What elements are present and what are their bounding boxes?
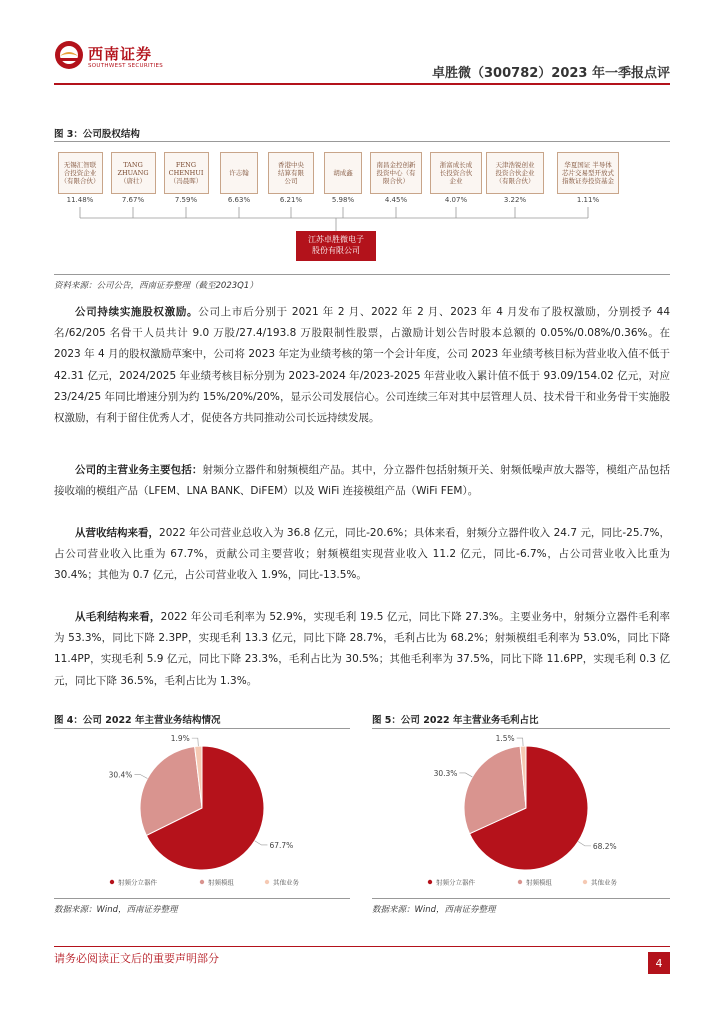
figure-3-top-rule xyxy=(54,141,670,142)
shareholder-box: FENG CHENHUI （冯晨晖） xyxy=(164,152,209,194)
pie-leader-line xyxy=(459,773,472,777)
paragraph-revenue-structure: 从营收结构来看，2022 年公司营业总收入为 36.8 亿元，同比-20.6%；具体来看，射频分立器件收入 24.7 元，同比-25.7%，占公司营业收入比重为 67.7%，贡献公司主要营收；射频模组实现营业收入 11.2 亿元，同比-6.7%，占公司营业收入比重为 30.4%；其他为 0.7 亿元，占公司营业收入 1.9%，同比-13.5%。 xyxy=(54,527,670,582)
paragraph-gross-profit-structure: 从毛利结构来看，2022 年公司毛利率为 52.9%，实现毛利 19.5 亿元，同比下降 27.3%。主要业务中，射频分立器件毛利率为 53.3%，同比下降 2.3PP，实现毛利 13.3 亿元，同比下降 28.7%，毛利占比为 68.2%；射频模组毛利率为 53.0%，同比下降 11.4PP，实现毛利 5.9 亿元，同比下降 23.3%，毛利占比为 30.5%；其他毛利率为 37.5%，同比下降 11.6PP，实现毛利 0.3 亿元，同比下降 36.5%，毛利占比为 1.3%。 xyxy=(54,611,671,687)
pie-leader-line xyxy=(255,841,268,845)
figure-4-bottom-rule xyxy=(54,898,350,899)
logo-subtext: SOUTHWEST SECURITIES xyxy=(88,63,164,69)
shareholder-box: 许志翰 xyxy=(220,152,258,194)
shareholder-percentage: 3.22% xyxy=(503,196,527,204)
shareholder-percentage: 7.59% xyxy=(174,196,198,204)
page-header xyxy=(54,40,670,88)
legend-swatch xyxy=(265,880,269,884)
pie-leader-line xyxy=(517,738,523,746)
footer-disclaimer: 请务必阅读正文后的重要声明部分 xyxy=(54,952,219,965)
legend-swatch xyxy=(583,880,587,884)
figure-4-title: 图 4：公司 2022 年主营业务结构情况 xyxy=(54,715,221,726)
shareholder-percentage: 5.98% xyxy=(331,196,355,204)
legend-swatch xyxy=(200,880,204,884)
figure-5-title: 图 5：公司 2022 年主营业务毛利占比 xyxy=(372,715,539,726)
footer-divider xyxy=(54,946,670,947)
legend-swatch xyxy=(428,880,432,884)
shareholder-percentage: 6.21% xyxy=(279,196,303,204)
figure-5-bottom-rule xyxy=(372,898,670,899)
legend-label: 其他业务 xyxy=(273,878,299,887)
shareholder-box: 华夏国证 半导体 芯片交易型开放式 指数证券投资基金 xyxy=(557,152,619,194)
shareholder-percentage: 6.63% xyxy=(227,196,251,204)
shareholder-box: 无锡汇智联 合投资企业 （有限合伙） xyxy=(58,152,103,194)
shareholder-percentage: 11.48% xyxy=(66,196,94,204)
figure-5-pie-chart xyxy=(372,730,670,895)
pie-data-label: 68.2% xyxy=(592,841,617,851)
report-title: 卓胜微（300782）2023 年一季报点评 xyxy=(432,66,670,81)
legend-label: 射频分立器件 xyxy=(118,878,157,887)
legend-swatch xyxy=(518,880,522,884)
company-box: 江苏卓胜微电子 股份有限公司 xyxy=(296,231,376,261)
figure-3-title: 图 3：公司股权结构 xyxy=(54,129,140,140)
legend-label: 射频模组 xyxy=(208,878,234,887)
shareholder-percentage: 4.07% xyxy=(444,196,468,204)
legend-label: 射频分立器件 xyxy=(436,878,475,887)
legend-label: 射频模组 xyxy=(526,878,552,887)
shareholder-box: 天津浩锐创业 投资合伙企业 （有限合伙） xyxy=(486,152,544,194)
pie-data-label: 1.9% xyxy=(170,734,190,744)
pie-data-label: 1.5% xyxy=(495,734,515,744)
paragraph-main-business: 公司的主营业务主要包括：射频分立器件和射频模组产品。其中，分立器件包括射频开关、射频低噪声放大器等，模组产品包括接收端的模组产品（LFEM、LNA BANK、DiFEM）以及 WiFi 连接模组产品（WiFi FEM）。 xyxy=(54,464,671,498)
shareholder-percentage: 1.11% xyxy=(576,196,600,204)
logo-text: 西南证券 xyxy=(88,45,153,63)
ownership-connectors xyxy=(54,200,670,234)
pie-data-label: 30.4% xyxy=(108,770,133,780)
shareholder-percentage: 7.67% xyxy=(121,196,145,204)
figure-5-source: 数据来源：Wind，西南证券整理 xyxy=(372,905,496,915)
shareholder-box: TANG ZHUANG （唐壮） xyxy=(111,152,156,194)
figure-5-top-rule xyxy=(372,728,670,729)
page-number: 4 xyxy=(648,952,670,974)
shareholder-percentage: 4.45% xyxy=(384,196,408,204)
legend-label: 其他业务 xyxy=(591,878,617,887)
pie-data-label: 67.7% xyxy=(269,840,294,850)
legend-swatch xyxy=(110,880,114,884)
logo-icon xyxy=(54,40,84,70)
pie-data-label: 30.3% xyxy=(433,768,458,778)
figure-3-bottom-rule xyxy=(54,274,670,275)
header-divider xyxy=(54,83,670,85)
shareholder-box: 浙富成长成 长投资合伙 企业 xyxy=(430,152,482,194)
shareholder-box: 南昌金控创新 投资中心（有 限合伙） xyxy=(370,152,422,194)
figure-4-top-rule xyxy=(54,728,350,729)
figure-4-pie-chart xyxy=(54,730,350,895)
shareholder-box: 香港中央 结算有限 公司 xyxy=(268,152,314,194)
pie-leader-line xyxy=(578,842,591,846)
pie-leader-line xyxy=(134,775,147,779)
figure-4-source: 数据来源：Wind，西南证券整理 xyxy=(54,905,178,915)
pie-leader-line xyxy=(192,738,198,746)
paragraph-equity-incentive: 公司持续实施股权激励。公司上市后分别于 2021 年 2 月、2022 年 2 月、2023 年 4 月发布了股权激励，分别授予 44 名/62/205 名骨干人员共计 9.0 万股/27.4/193.8 万股限制性股票，占激励计划公告时股本总额的 0.05%/0.08%/0.36%。在 2023 年 4 月的股权激励草案中，公司将 2023 年定为业绩考核的第一个会计年度，公司 2023 年业绩考核目标为营业收入值不低于 42.31 亿元，2024/2025 年业绩考核目标分别为 2023-2024 年/2023-2025 年营业收入累计值不低于 93.09/154.02 亿元，对应 23/24/25 年同比增速分别为约 15%/20%/20%，显示公司发展信心。公司连续三年对其中层管理人员、技术骨干和业务骨干实施股权激励，有利于留住优秀人才，促使各方共同推动公司长远持续发展。 xyxy=(54,306,671,425)
figure-3-source: 资料来源：公司公告，西南证券整理（截至2023Q1） xyxy=(54,281,258,291)
shareholder-box: 胡成鑫 xyxy=(324,152,362,194)
